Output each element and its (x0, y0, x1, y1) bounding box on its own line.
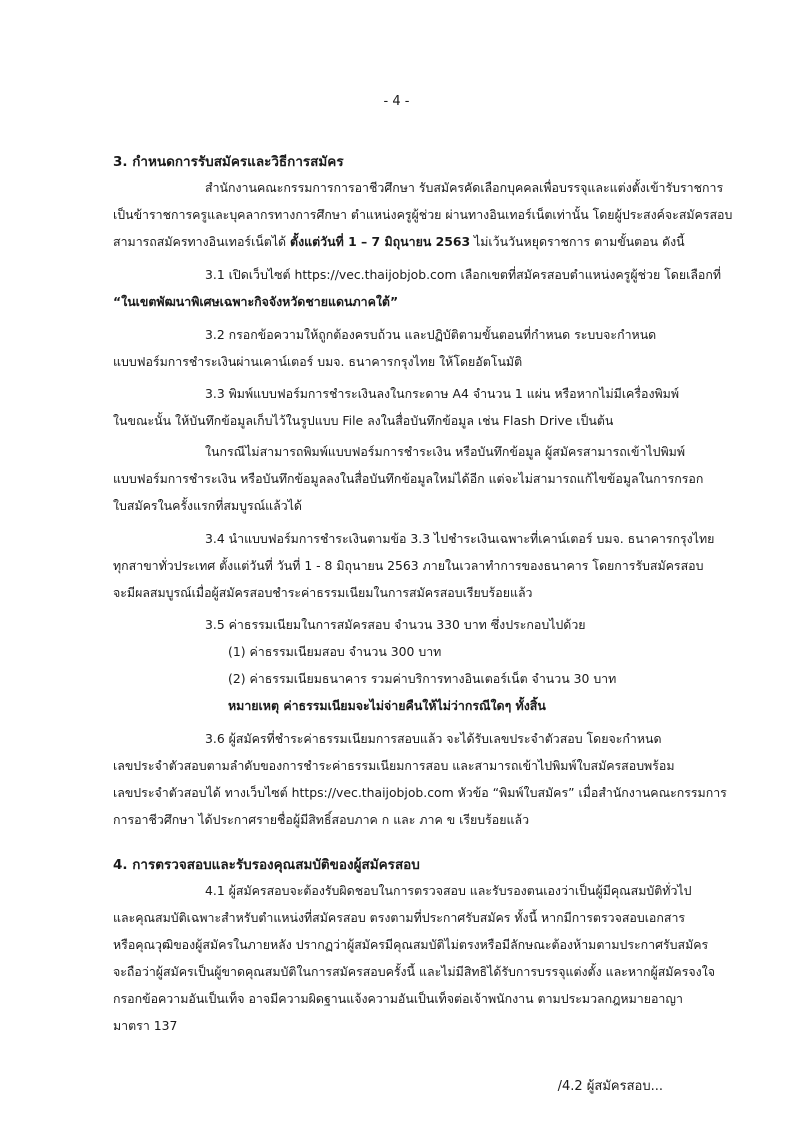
continuation-marker: /4.2 ผู้สมัครสอบ... (557, 1079, 663, 1094)
item-3-6-line4: การอาชีวศึกษา ได้ประกาศรายชื่อผู้มีสิทธิ์สอบภาค ก และ ภาค ข เรียบร้อยแล้ว (113, 812, 530, 827)
item-3-1-line2: “ในเขตพัฒนาพิเศษเฉพาะกิจจังหวัดชายแดนภาคใต้” (113, 294, 399, 309)
item-3-3-line2: ในขณะนั้น ให้บันทึกข้อมูลเก็บไว้ในรูปแบบ File ลงในสื่อบันทึกข้อมูล เช่น Flash Drive เป็นต้น (113, 413, 614, 428)
item-3-4-line2: ทุกสาขาทั่วประเทศ ตั้งแต่วันที่ วันที่ 1 - 8 มิถุนายน 2563 ภายในเวลาทำการของธนาคาร โดยการรับสมัครสอบ (113, 558, 704, 573)
item-3-6-line1: 3.6 ผู้สมัครที่ชำระค่าธรรมเนียมการสอบแล้ว จะได้รับเลขประจำตัวสอบ โดยจะกำหนด (205, 731, 662, 746)
item-4-1-line4: จะถือว่าผู้สมัครเป็นผู้ขาดคุณสมบัติในการสมัครสอบครั้งนี้ และไม่มีสิทธิได้รับการบรรจุแต่งตั้ง และหากผู้สมัครจงใจ (113, 964, 715, 979)
intro-last-post: ไม่เว้นวันหยุดราชการ ตามขั้นตอน ดังนี้ (470, 234, 685, 249)
item-4-1-line2: และคุณสมบัติเฉพาะสำหรับตำแหน่งที่สมัครสอบ ตรงตามที่ประกาศรับสมัคร ทั้งนี้ หากมีการตรวจสอบเอกสาร (113, 910, 686, 925)
item-3-4-line1: 3.4 นำแบบฟอร์มการชำระเงินตามข้อ 3.3 ไปชำระเงินเฉพาะที่เคาน์เตอร์ บมจ. ธนาคารกรุงไทย (205, 531, 715, 546)
section4-heading: 4. การตรวจสอบและรับรองคุณสมบัติของผู้สมัครสอบ (113, 857, 420, 873)
item-3-5-remark: หมายเหตุ ค่าธรรมเนียมจะไม่จ่ายคืนให้ไม่ว่ากรณีใดๆ ทั้งสิ้น (228, 698, 546, 713)
item-3-6-line3: เลขประจำตัวสอบได้ ทางเว็บไซต์ https://vec.thaijobjob.com หัวข้อ “พิมพ์ใบสมัคร” เมื่อสำนักงานคณะกรรมการ (113, 785, 727, 800)
section3-intro-line2: เป็นข้าราชการครูและบุคลากรทางการศึกษา ตำแหน่งครูผู้ช่วย ผ่านทางอินเทอร์เน็ตเท่านั้น โดยผู้ประสงค์จะสมัครสอบ (113, 207, 733, 222)
item-3-2-line1: 3.2 กรอกข้อความให้ถูกต้องครบถ้วน และปฏิบัติตามขั้นตอนที่กำหนด ระบบจะกำหนด (205, 327, 657, 342)
item-4-1-line1: 4.1 ผู้สมัครสอบจะต้องรับผิดชอบในการตรวจสอบ และรับรองตนเองว่าเป็นผู้มีคุณสมบัติทั่วไป (205, 883, 692, 898)
item-3-3-note-line2: แบบฟอร์มการชำระเงิน หรือบันทึกข้อมูลลงในสื่อบันทึกข้อมูลใหม่ได้อีก แต่จะไม่สามารถแก้ไขข้อมูลในการกรอก (113, 471, 704, 486)
item-3-5-fee1: (1) ค่าธรรมเนียมสอบ จำนวน 300 บาท (228, 644, 442, 659)
intro-last-pre: สามารถสมัครทางอินเทอร์เน็ตได้ (113, 234, 291, 249)
item-3-1-line1: 3.1 เปิดเว็บไซต์ https://vec.thaijobjob.com เลือกเขตที่สมัครสอบตำแหน่งครูผู้ช่วย โดยเลือกที่ (205, 267, 722, 282)
item-4-1-line3: หรือคุณวุฒิของผู้สมัครในภายหลัง ปรากฏว่าผู้สมัครมีคุณสมบัติไม่ตรงหรือมีลักษณะต้องห้ามตามประกาศรับสมัคร (113, 937, 709, 952)
page-number: - 4 - (383, 94, 410, 109)
item-3-3-note-line3: ใบสมัครในครั้งแรกที่สมบูรณ์แล้วได้ (113, 498, 302, 513)
item-3-3-note-line1: ในกรณีไม่สามารถพิมพ์แบบฟอร์มการชำระเงิน หรือบันทึกข้อมูล ผู้สมัครสามารถเข้าไปพิมพ์ (205, 444, 685, 459)
item-3-5: 3.5 ค่าธรรมเนียมในการสมัครสอบ จำนวน 330 บาท ซึ่งประกอบไปด้วย (205, 617, 586, 632)
item-3-5-fee2: (2) ค่าธรรมเนียมธนาคาร รวมค่าบริการทางอินเตอร์เน็ต จำนวน 30 บาท (228, 671, 617, 686)
item-3-6-line2: เลขประจำตัวสอบตามลำดับของการชำระค่าธรรมเนียมการสอบ และสามารถเข้าไปพิมพ์ใบสมัครสอบพร้อม (113, 758, 675, 773)
item-4-1-line6: มาตรา 137 (113, 1018, 178, 1033)
item-3-3-line1: 3.3 พิมพ์แบบฟอร์มการชำระเงินลงในกระดาษ A4 จำนวน 1 แผ่น หรือหากไม่มีเครื่องพิมพ์ (205, 386, 679, 401)
item-3-4-line3: จะมีผลสมบูรณ์เมื่อผู้สมัครสอบชำระค่าธรรมเนียมในการสมัครสอบเรียบร้อยแล้ว (113, 585, 533, 600)
section3-intro-line1: สำนักงานคณะกรรมการการอาชีวศึกษา รับสมัครคัดเลือกบุคคลเพื่อบรรจุและแต่งตั้งเข้ารับราชการ (205, 180, 724, 195)
application-period: ตั้งแต่วันที่ 1 – 7 มิถุนายน 2563 (290, 234, 471, 249)
item-4-1-line5: กรอกข้อความอันเป็นเท็จ อาจมีความผิดฐานแจ้งความอันเป็นเท็จต่อเจ้าพนักงาน ตามประมวลกฎหมายอาญา (113, 991, 683, 1006)
section3-heading: 3. กำหนดการรับสมัครและวิธีการสมัคร (113, 154, 344, 170)
section3-intro-line3 (113, 233, 685, 250)
item-3-2-line2: แบบฟอร์มการชำระเงินผ่านเคาน์เตอร์ บมจ. ธนาคารกรุงไทย ให้โดยอัตโนมัติ (113, 354, 523, 369)
